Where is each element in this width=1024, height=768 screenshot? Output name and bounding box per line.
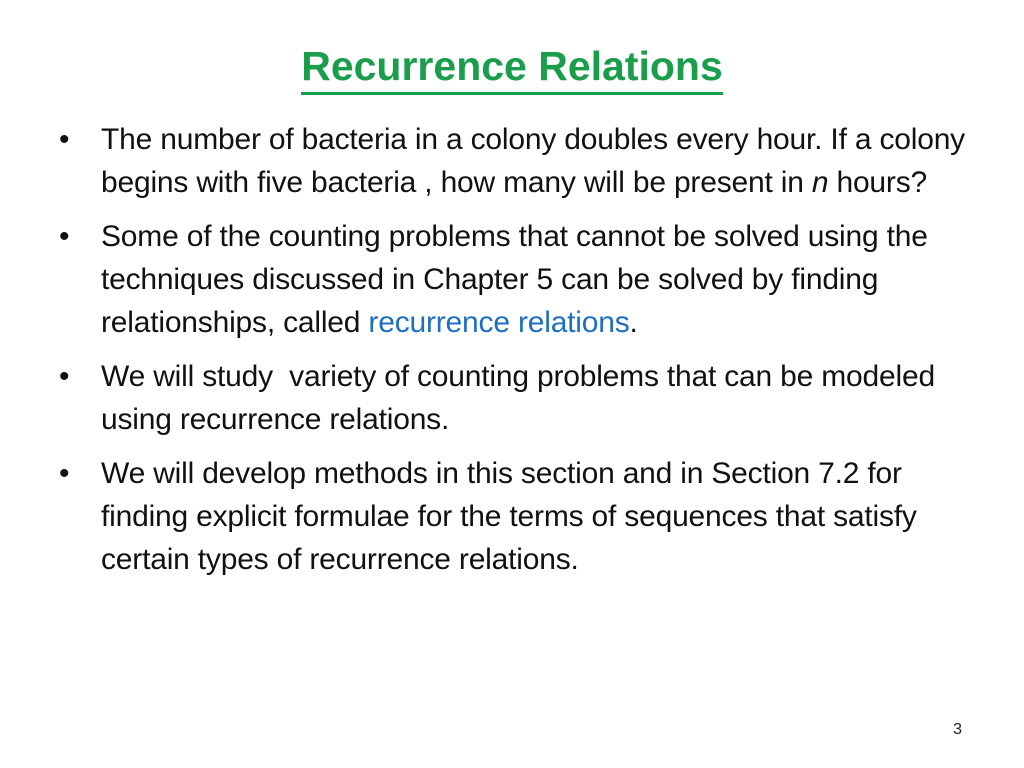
bullet-item-4 bbox=[55, 452, 975, 581]
page-number: 3 bbox=[953, 721, 962, 738]
bullet-1-text: The number of bacteria in a colony doubles every hour. If a colony begins with five bacteria , how many will be present in bbox=[101, 123, 965, 199]
bullet-item-2 bbox=[55, 215, 975, 344]
bullet-item-3 bbox=[55, 355, 975, 441]
bullet-1-text-end: hours? bbox=[828, 166, 927, 199]
bullet-1-italic: n bbox=[811, 166, 829, 199]
bullet-dot-icon: • bbox=[59, 360, 70, 393]
bullet-list bbox=[55, 118, 975, 592]
bullet-dot-icon: • bbox=[59, 457, 70, 490]
bullet-2-text: Some of the counting problems that cannot be solved using the techniques discussed in Chapter 5 can be solved by finding relationships, called bbox=[101, 220, 928, 339]
slide-title-text: Recurrence Relations bbox=[301, 40, 723, 95]
bullet-item-1 bbox=[55, 118, 975, 204]
bullet-dot-icon: • bbox=[59, 123, 70, 156]
bullet-dot-icon: • bbox=[59, 220, 70, 253]
bullet-3-text: We will study variety of counting problems that can be modeled using recurrence relations. bbox=[101, 360, 944, 436]
bullet-4-text: We will develop methods in this section and in Section 7.2 for finding explicit formulae for the terms of sequences that satisfy certain types of recurrence relations. bbox=[101, 457, 917, 576]
recurrence-relations-term: recurrence relations bbox=[368, 306, 630, 339]
bullet-2-text-end: . bbox=[629, 306, 638, 339]
slide-title bbox=[0, 40, 1024, 95]
